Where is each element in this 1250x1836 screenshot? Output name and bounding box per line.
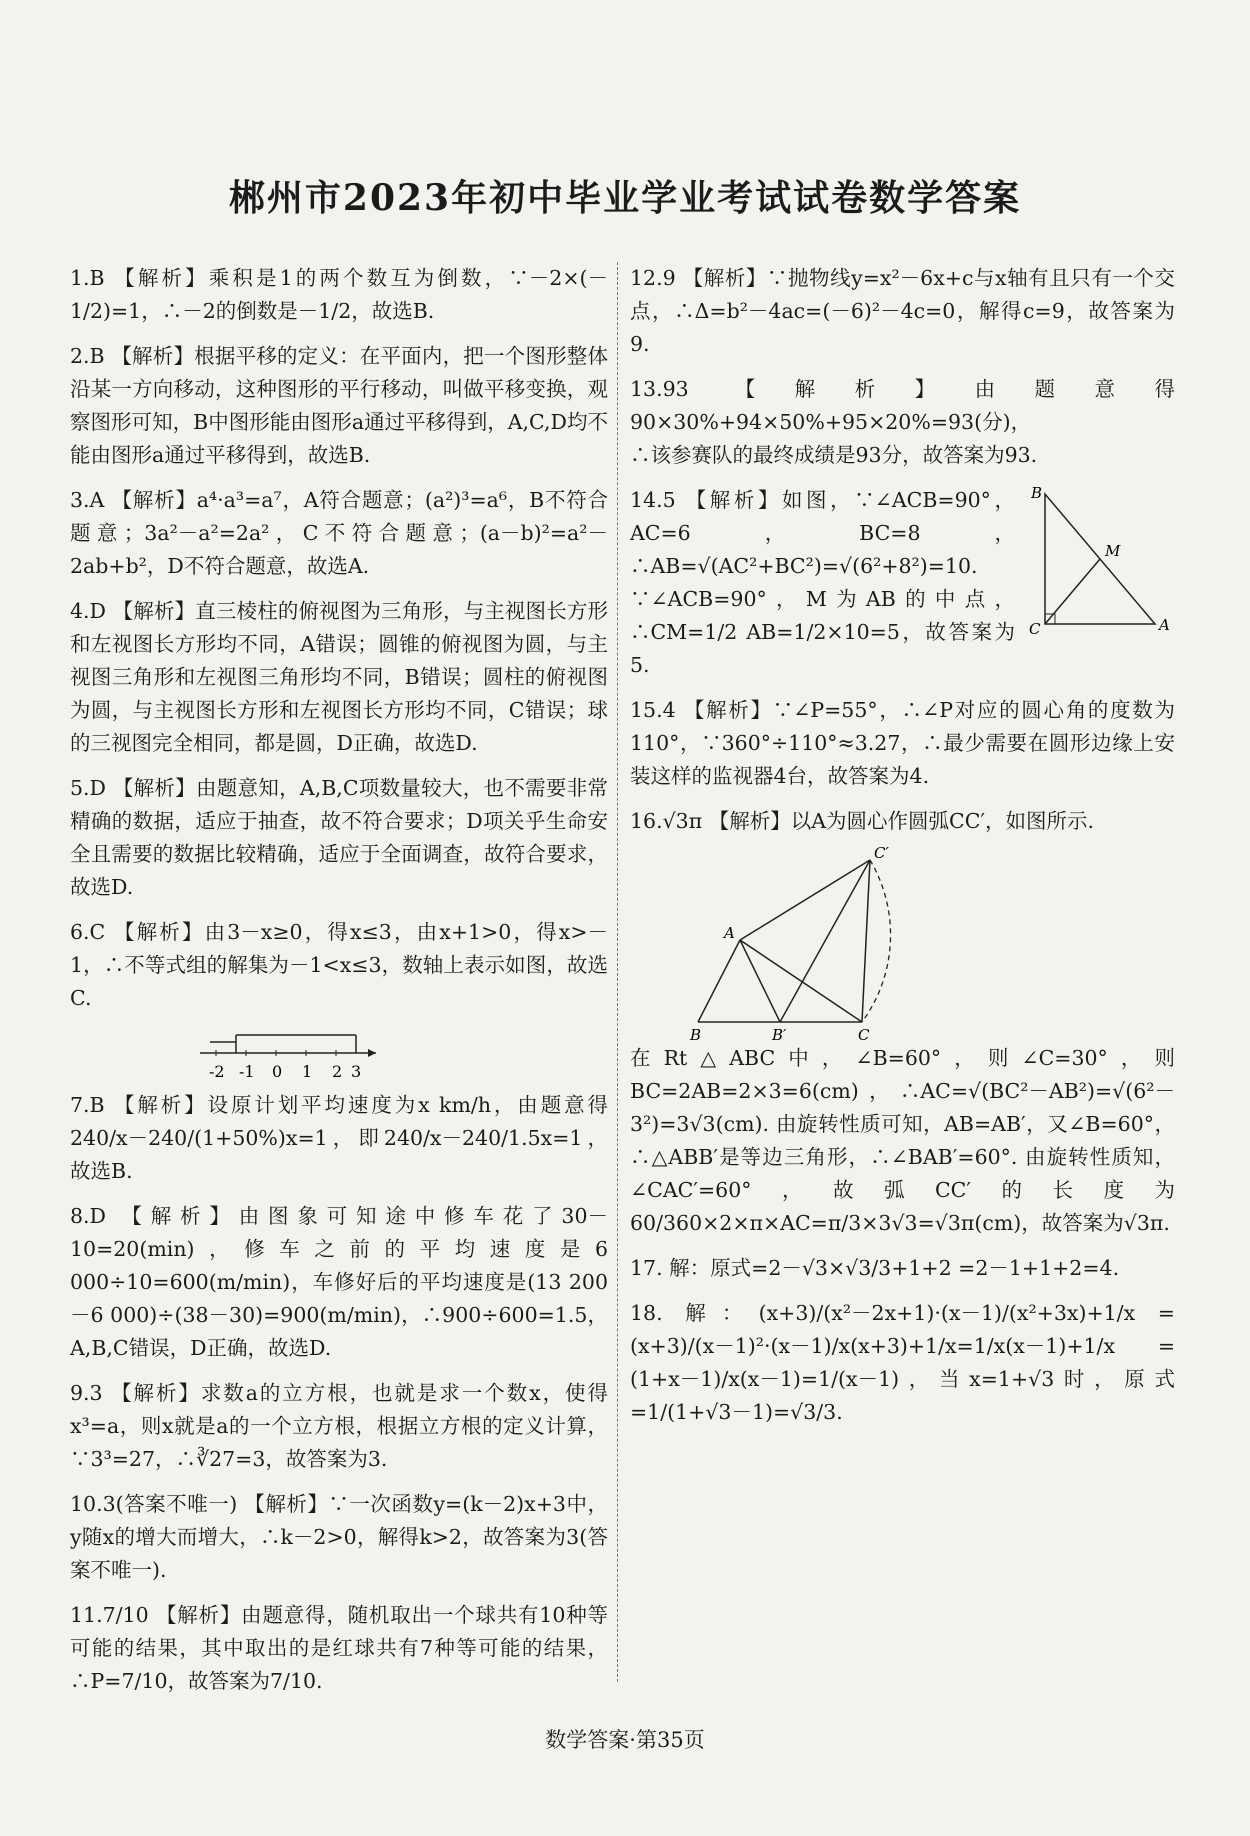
page-title: 郴州市2023年初中毕业学业考试试卷数学答案 [228, 177, 1022, 219]
answer-item-cont: ∴该参赛队的最终成绩是93分，故答案为93. [630, 443, 1038, 467]
tick-label: 0 [272, 1062, 283, 1081]
tick-label: -2 [209, 1062, 225, 1081]
answer-item: 16.√3π 【解析】以A为圆心作圆弧CC′，如图所示. [630, 809, 1095, 833]
answer-item: 4.D 【解析】直三棱柱的俯视图为三角形，与主视图长方形和左视图长方形均不同，A错误；圆锥的俯视图为圆，与主视图三角形和左视图三角形均不同，B错误；圆柱的俯视图为圆，与主视图长方形和左视图长方形均不同，C错误；球的三视图完全相同，都是圆，D正确，故选D. [70, 599, 608, 755]
right-column [630, 262, 1175, 1441]
answer-item: 1.B 【解析】乘积是1的两个数互为倒数，∵－2×(－1/2)=1，∴－2的倒数是－1/2，故选B. [70, 266, 608, 323]
label-C-prime: C′ [874, 844, 889, 862]
answer-item: 13.93 【解析】由题意得90×30%+94×50%+95×20%=93(分)， [630, 377, 1175, 434]
page-footer: 数学答案·第35页 [545, 1728, 705, 1752]
tick-label: 3 [351, 1062, 362, 1081]
answer-item-cont: 在Rt△ABC中，∠B=60°，则∠C=30°，则BC=2AB=2×3=6(cm)，∴AC=√(BC²－AB²)=√(6²－3²)=3√3(cm). 由旋转性质可知，AB=AB′，又∠B=60°，∴△ABB′是等边三角形，∴∠BAB′=60°. 由旋转性质知，∠CAC′=60°，故弧CC′的长度为60/360×2×π×AC=π/3×3√3=√3π(cm)，故答案为√3π. [630, 1046, 1175, 1235]
answer-item: 3.A 【解析】a⁴·a³=a⁷，A符合题意；(a²)³=a⁶，B不符合题意；3a²－a²=2a²，C不符合题意；(a－b)²=a²－2ab+b²，D不符合题意，故选A. [70, 488, 608, 578]
right-triangle-figure [1025, 484, 1175, 644]
label-C: C [1029, 620, 1041, 638]
answer-item: 15.4 【解析】∵∠P=55°，∴∠P对应的圆心角的度数为110°，∵360°÷110°≈3.27，∴最少需要在圆形边缘上安装这样的监视器4台，故答案为4. [630, 698, 1175, 788]
number-line-figure [70, 1027, 608, 1089]
answer-item-14 [630, 484, 1175, 682]
label-A: A [724, 924, 735, 942]
answer-item: 5.D 【解析】由题意知，A,B,C项数量较大，也不需要非常精确的数据，适应于抽查，故不符合要求；D项关乎生命安全且需要的数据比较精确，适应于全面调查，故符合要求，故选D. [70, 776, 608, 899]
label-M: M [1105, 542, 1121, 560]
label-B: B [690, 1026, 702, 1042]
answer-item: 12.9 【解析】∵抛物线y=x²－6x+c与x轴有且只有一个交点，∴Δ=b²－4ac=(－6)²－4c=0，解得c=9，故答案为9. [630, 266, 1175, 356]
tick-label: 2 [332, 1062, 343, 1081]
answer-item: 18. 解：(x+3)/(x²－2x+1)·(x－1)/(x²+3x)+1/x =(x+3)/(x－1)²·(x－1)/x(x+3)+1/x=1/x(x－1)+1/x =(1+x－1)/x(x－1)=1/(x－1)，当x=1+√3时，原式=1/(1+√3－1)=√3/3. [630, 1301, 1175, 1424]
answer-item: 9.3 【解析】求数a的立方根，也就是求一个数x，使得x³=a，则x就是a的一个立方根，根据立方根的定义计算，∵3³=27，∴∛27=3，故答案为3. [70, 1381, 608, 1471]
tick-label: -1 [239, 1062, 255, 1081]
rotation-arc-figure [630, 842, 1175, 1042]
answer-item: 7.B 【解析】设原计划平均速度为x km/h，由题意得 240/x－240/(1+50%)x=1，即240/x－240/1.5x=1，故选B. [70, 1093, 608, 1183]
label-B: B [1031, 484, 1043, 502]
answer-item: 10.3(答案不唯一) 【解析】∵一次函数y=(k－2)x+3中，y随x的增大而增大，∴k－2>0，解得k>2，故答案为3(答案不唯一). [70, 1492, 608, 1582]
answer-item: 2.B 【解析】根据平移的定义：在平面内，把一个图形整体沿某一方向移动，这种图形的平行移动，叫做平移变换，观察图形可知，B中图形能由图形a通过平移得到，A,C,D均不能由图形a通过平移得到，故选B. [70, 344, 608, 467]
label-C: C [858, 1026, 870, 1042]
label-A: A [1159, 616, 1170, 634]
left-column [70, 262, 608, 1710]
answer-item: 17. 解：原式=2－√3×√3/3+1+2 =2－1+1+2=4. [630, 1256, 1120, 1280]
tick-label: 1 [302, 1062, 313, 1081]
answer-item: 11.7/10 【解析】由题意得，随机取出一个球共有10种等可能的结果，其中取出的是红球共有7种等可能的结果，∴P=7/10，故答案为7/10. [70, 1603, 608, 1693]
answer-item: 6.C 【解析】由3－x≥0，得x≤3，由x+1>0，得x>－1，∴不等式组的解集为－1<x≤3，数轴上表示如图，故选C. [70, 920, 608, 1010]
column-divider [617, 262, 618, 1682]
answer-item: 8.D 【解析】由图象可知途中修车花了30－10=20(min)，修车之前的平均速度是6 000÷10=600(m/min)，车修好后的平均速度是(13 200－6 000)÷(38－30)=900(m/min)，∴900÷600=1.5，A,B,C错误，D正确，故选D. [70, 1204, 608, 1360]
label-B-prime: B′ [772, 1026, 787, 1042]
answer-item: 14.5 【解析】如图，∵∠ACB=90°，AC=6，BC=8，∴AB=√(AC²+BC²)=√(6²+8²)=10. ∵∠ACB=90°，M为AB的中点，∴CM=1/2 AB=1/2×10=5，故答案为5. [630, 488, 1015, 677]
